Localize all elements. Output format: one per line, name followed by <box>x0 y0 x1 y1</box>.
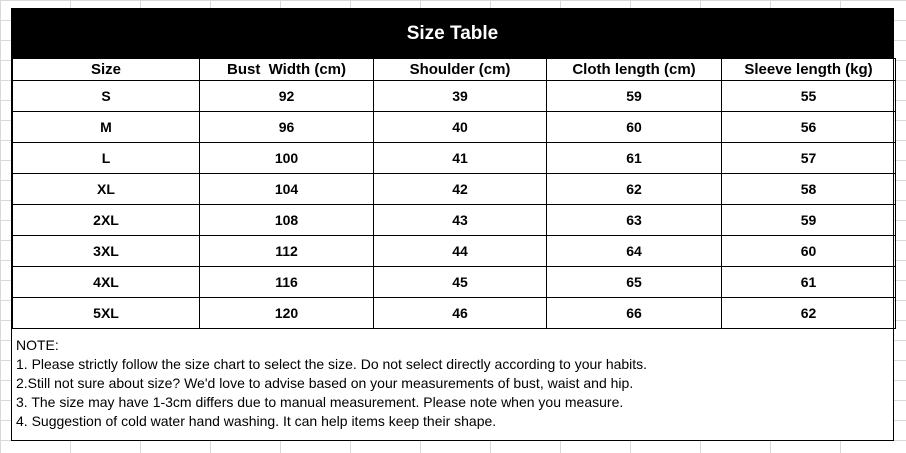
cell-shoulder: 43 <box>374 205 547 236</box>
cell-size: M <box>13 112 200 143</box>
size-chart <box>11 8 894 441</box>
cell-bust-width: 116 <box>200 267 374 298</box>
table-row <box>13 236 896 267</box>
cell-shoulder: 40 <box>374 112 547 143</box>
cell-sleeve-length: 61 <box>722 267 896 298</box>
cell-cloth-length: 63 <box>547 205 722 236</box>
table-row <box>13 205 896 236</box>
cell-cloth-length: 59 <box>547 81 722 112</box>
header-row <box>13 59 896 81</box>
cell-bust-width: 112 <box>200 236 374 267</box>
cell-bust-width: 120 <box>200 298 374 329</box>
cell-size: 5XL <box>13 298 200 329</box>
cell-size: XL <box>13 174 200 205</box>
cell-shoulder: 45 <box>374 267 547 298</box>
notes-section <box>16 336 889 431</box>
cell-size: L <box>13 143 200 174</box>
cell-bust-width: 100 <box>200 143 374 174</box>
note-item: 2.Still not sure about size? We'd love to advise based on your measurements of bust, waist and hip. <box>16 375 634 391</box>
cell-size: 2XL <box>13 205 200 236</box>
cell-size: 3XL <box>13 236 200 267</box>
cell-bust-width: 104 <box>200 174 374 205</box>
cell-bust-width: 96 <box>200 112 374 143</box>
cell-bust-width: 108 <box>200 205 374 236</box>
cell-sleeve-length: 56 <box>722 112 896 143</box>
table-row <box>13 143 896 174</box>
size-table <box>12 58 896 329</box>
table-body <box>13 81 896 329</box>
note-item: 1. Please strictly follow the size chart to select the size. Do not select directly according to your habits. <box>16 356 648 372</box>
cell-cloth-length: 61 <box>547 143 722 174</box>
cell-cloth-length: 62 <box>547 174 722 205</box>
notes-heading: NOTE: <box>16 337 59 353</box>
cell-sleeve-length: 55 <box>722 81 896 112</box>
cell-sleeve-length: 57 <box>722 143 896 174</box>
table-title: Size Table <box>12 9 893 58</box>
cell-shoulder: 39 <box>374 81 547 112</box>
table-row <box>13 298 896 329</box>
table-row <box>13 81 896 112</box>
column-header-cloth-length: Cloth length (cm) <box>547 59 722 81</box>
cell-size: S <box>13 81 200 112</box>
cell-cloth-length: 65 <box>547 267 722 298</box>
cell-shoulder: 46 <box>374 298 547 329</box>
table-row <box>13 112 896 143</box>
cell-sleeve-length: 58 <box>722 174 896 205</box>
column-header-sleeve-length: Sleeve length (kg) <box>722 59 896 81</box>
note-item: 4. Suggestion of cold water hand washing. It can help items keep their shape. <box>16 413 497 429</box>
note-item: 3. The size may have 1-3cm differs due to manual measurement. Please note when you measure. <box>16 394 624 410</box>
cell-sleeve-length: 62 <box>722 298 896 329</box>
cell-sleeve-length: 60 <box>722 236 896 267</box>
cell-cloth-length: 60 <box>547 112 722 143</box>
cell-sleeve-length: 59 <box>722 205 896 236</box>
cell-bust-width: 92 <box>200 81 374 112</box>
column-header-shoulder: Shoulder (cm) <box>374 59 547 81</box>
cell-shoulder: 44 <box>374 236 547 267</box>
cell-shoulder: 41 <box>374 143 547 174</box>
cell-shoulder: 42 <box>374 174 547 205</box>
table-row <box>13 267 896 298</box>
column-header-bust-width: Bust Width (cm) <box>200 59 374 81</box>
table-row <box>13 174 896 205</box>
cell-size: 4XL <box>13 267 200 298</box>
column-header-size: Size <box>13 59 200 81</box>
cell-cloth-length: 66 <box>547 298 722 329</box>
cell-cloth-length: 64 <box>547 236 722 267</box>
